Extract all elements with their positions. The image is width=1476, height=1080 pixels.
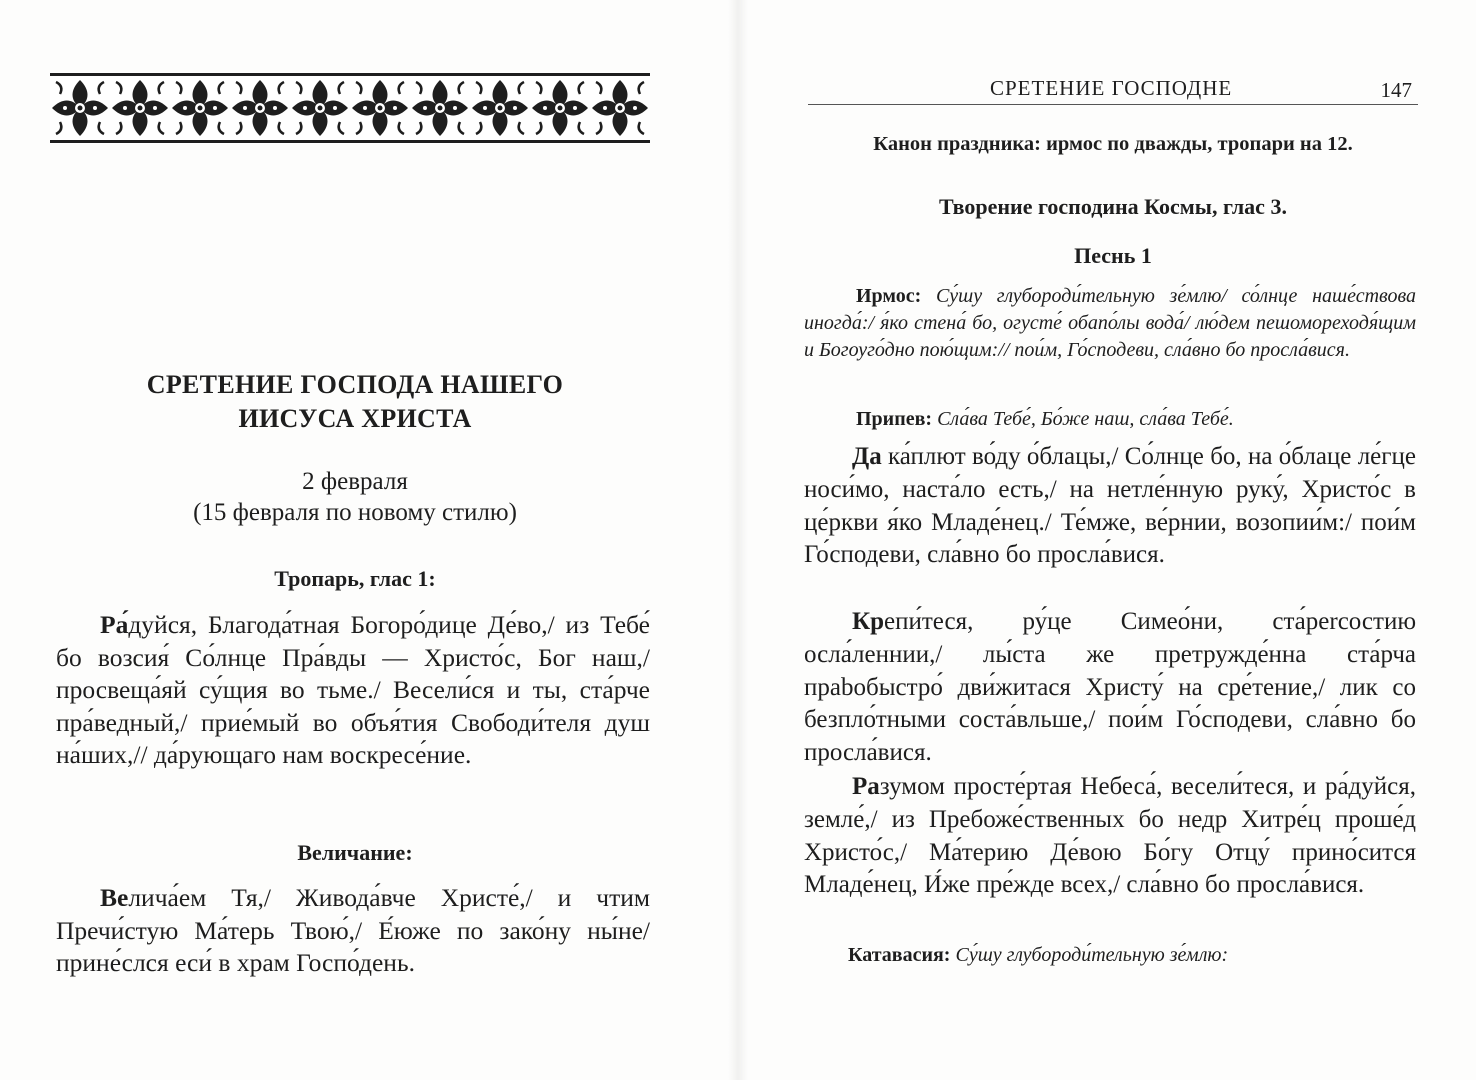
refrain (804, 406, 1416, 433)
magnification-initial: Ве (100, 883, 129, 912)
katavasia (804, 942, 1416, 969)
ode-heading: Песнь 1 (1074, 243, 1152, 268)
stanza-3 (804, 771, 1416, 902)
refrain-text: Сла́ва Тебе́, Бо́же наш, сла́ва Тебе́. (937, 408, 1234, 430)
ornament-band-icon (50, 72, 650, 144)
feast-date: 2 февраля (302, 468, 408, 495)
feast-title (60, 368, 650, 436)
stanza-3-body: зумом просте́ртая Небеса́, весели́теся, и ра́дуйся, земле́,/ из Пребоже́ственных бо недр Хитре́ц проше́д Христо́с,/ Ма́терию Де́вою Бо́гу Отцу́ прино́сится Младе́нец, И́же пре́жде всех,/ сла́вно бо просла́вися. (804, 773, 1416, 899)
troparion-heading: Тропарь, глас 1: (274, 566, 436, 591)
running-head-title: СРЕТЕНИЕ ГОСПОДНЕ (990, 76, 1233, 100)
feast-date-new-style: (15 февраля по новому стилю) (193, 499, 517, 526)
irmos-label: Ирмос: (856, 285, 922, 307)
irmos (804, 283, 1416, 364)
stanza-1-body: ка́плют во́ду о́блацы,/ Со́лнце бо, на о́блаце ле́гце носи́мо, наста́ло есть,/ на нетле́нную руку́, Христо́с в це́ркви я́ко Младе́нец./ Те́мже, ве́рнии, возопии́м:/ пои́м Го́сподеви, сла́вно бо просла́вися. (804, 443, 1416, 569)
troparion-initial: Ра́ (100, 610, 129, 639)
stanza-1 (804, 441, 1416, 572)
stanza-3-initial: Ра (852, 773, 880, 800)
stanza-2-initial: Кр (852, 608, 885, 635)
right-page (738, 0, 1476, 1080)
stanza-2-body: епи́теся, ру́це Симео́ни, ста́percостию осла́леннии,/ лы́ста же претружде́нна ста́рча прaboбыстро́ дви́житася Христу́ на сре́тение,/ лик со безпло́тными соста́вльше,/ пои́м Го́сподеви, сла́вно бо просла́вися. (804, 608, 1416, 767)
troparion-body: дуйся, Благода́тная Богоро́дице Де́во,/ из Тебе́ бо возсия́ Со́лнце Пра́вды — Христо́с, Бог наш,/ просвеща́яй су́щия во тьме./ Весели́ся и ты, ста́рче пра́ведный,/ прие́мый во объя́тия Свободи́теля душ на́ших,// да́рующаго нам воскресе́ние. (56, 610, 650, 770)
refrain-label: Припев: (856, 408, 933, 430)
katavasia-text: Су́шу глубороди́тельную зе́млю: (955, 944, 1229, 966)
feast-title-line2: ИИСУСА ХРИСТА (238, 404, 472, 433)
stanza-2 (804, 606, 1416, 770)
canon-authorship: Творение господина Космы, глас 3. (939, 194, 1287, 219)
irmos-text: Су́шу глубороди́тельную зе́млю/ со́лнце наше́ствова иногда́:/ я́ко стена́ бо, огусте́ обапо́лы вода́/ лю́дем пешомореходя́щим и Богоуго́дно пою́щим:// пои́м, Го́сподеви, сла́вно бо просла́вися. (804, 285, 1416, 361)
magnification-text (56, 882, 650, 980)
feast-title-line1: СРЕТЕНИЕ ГОСПОДА НАШЕГО (146, 370, 564, 399)
stanza-1-initial: Да (852, 443, 882, 470)
canon-note: Канон праздника: ирмос по дважды, тропари на 12. (873, 133, 1353, 155)
running-head (808, 74, 1418, 105)
page-number: 147 (1380, 78, 1412, 102)
magnification-heading: Величание: (297, 840, 413, 865)
katavasia-label: Катавасия: (848, 944, 951, 966)
troparion-text (56, 609, 650, 772)
magnification-body: лича́ем Тя,/ Живода́вче Христе́,/ и чтим Пречи́стую Ма́терь Твою́,/ Е́юже по зако́ну ны́не/ прине́слся еси́ в храм Госпо́день. (56, 883, 650, 978)
